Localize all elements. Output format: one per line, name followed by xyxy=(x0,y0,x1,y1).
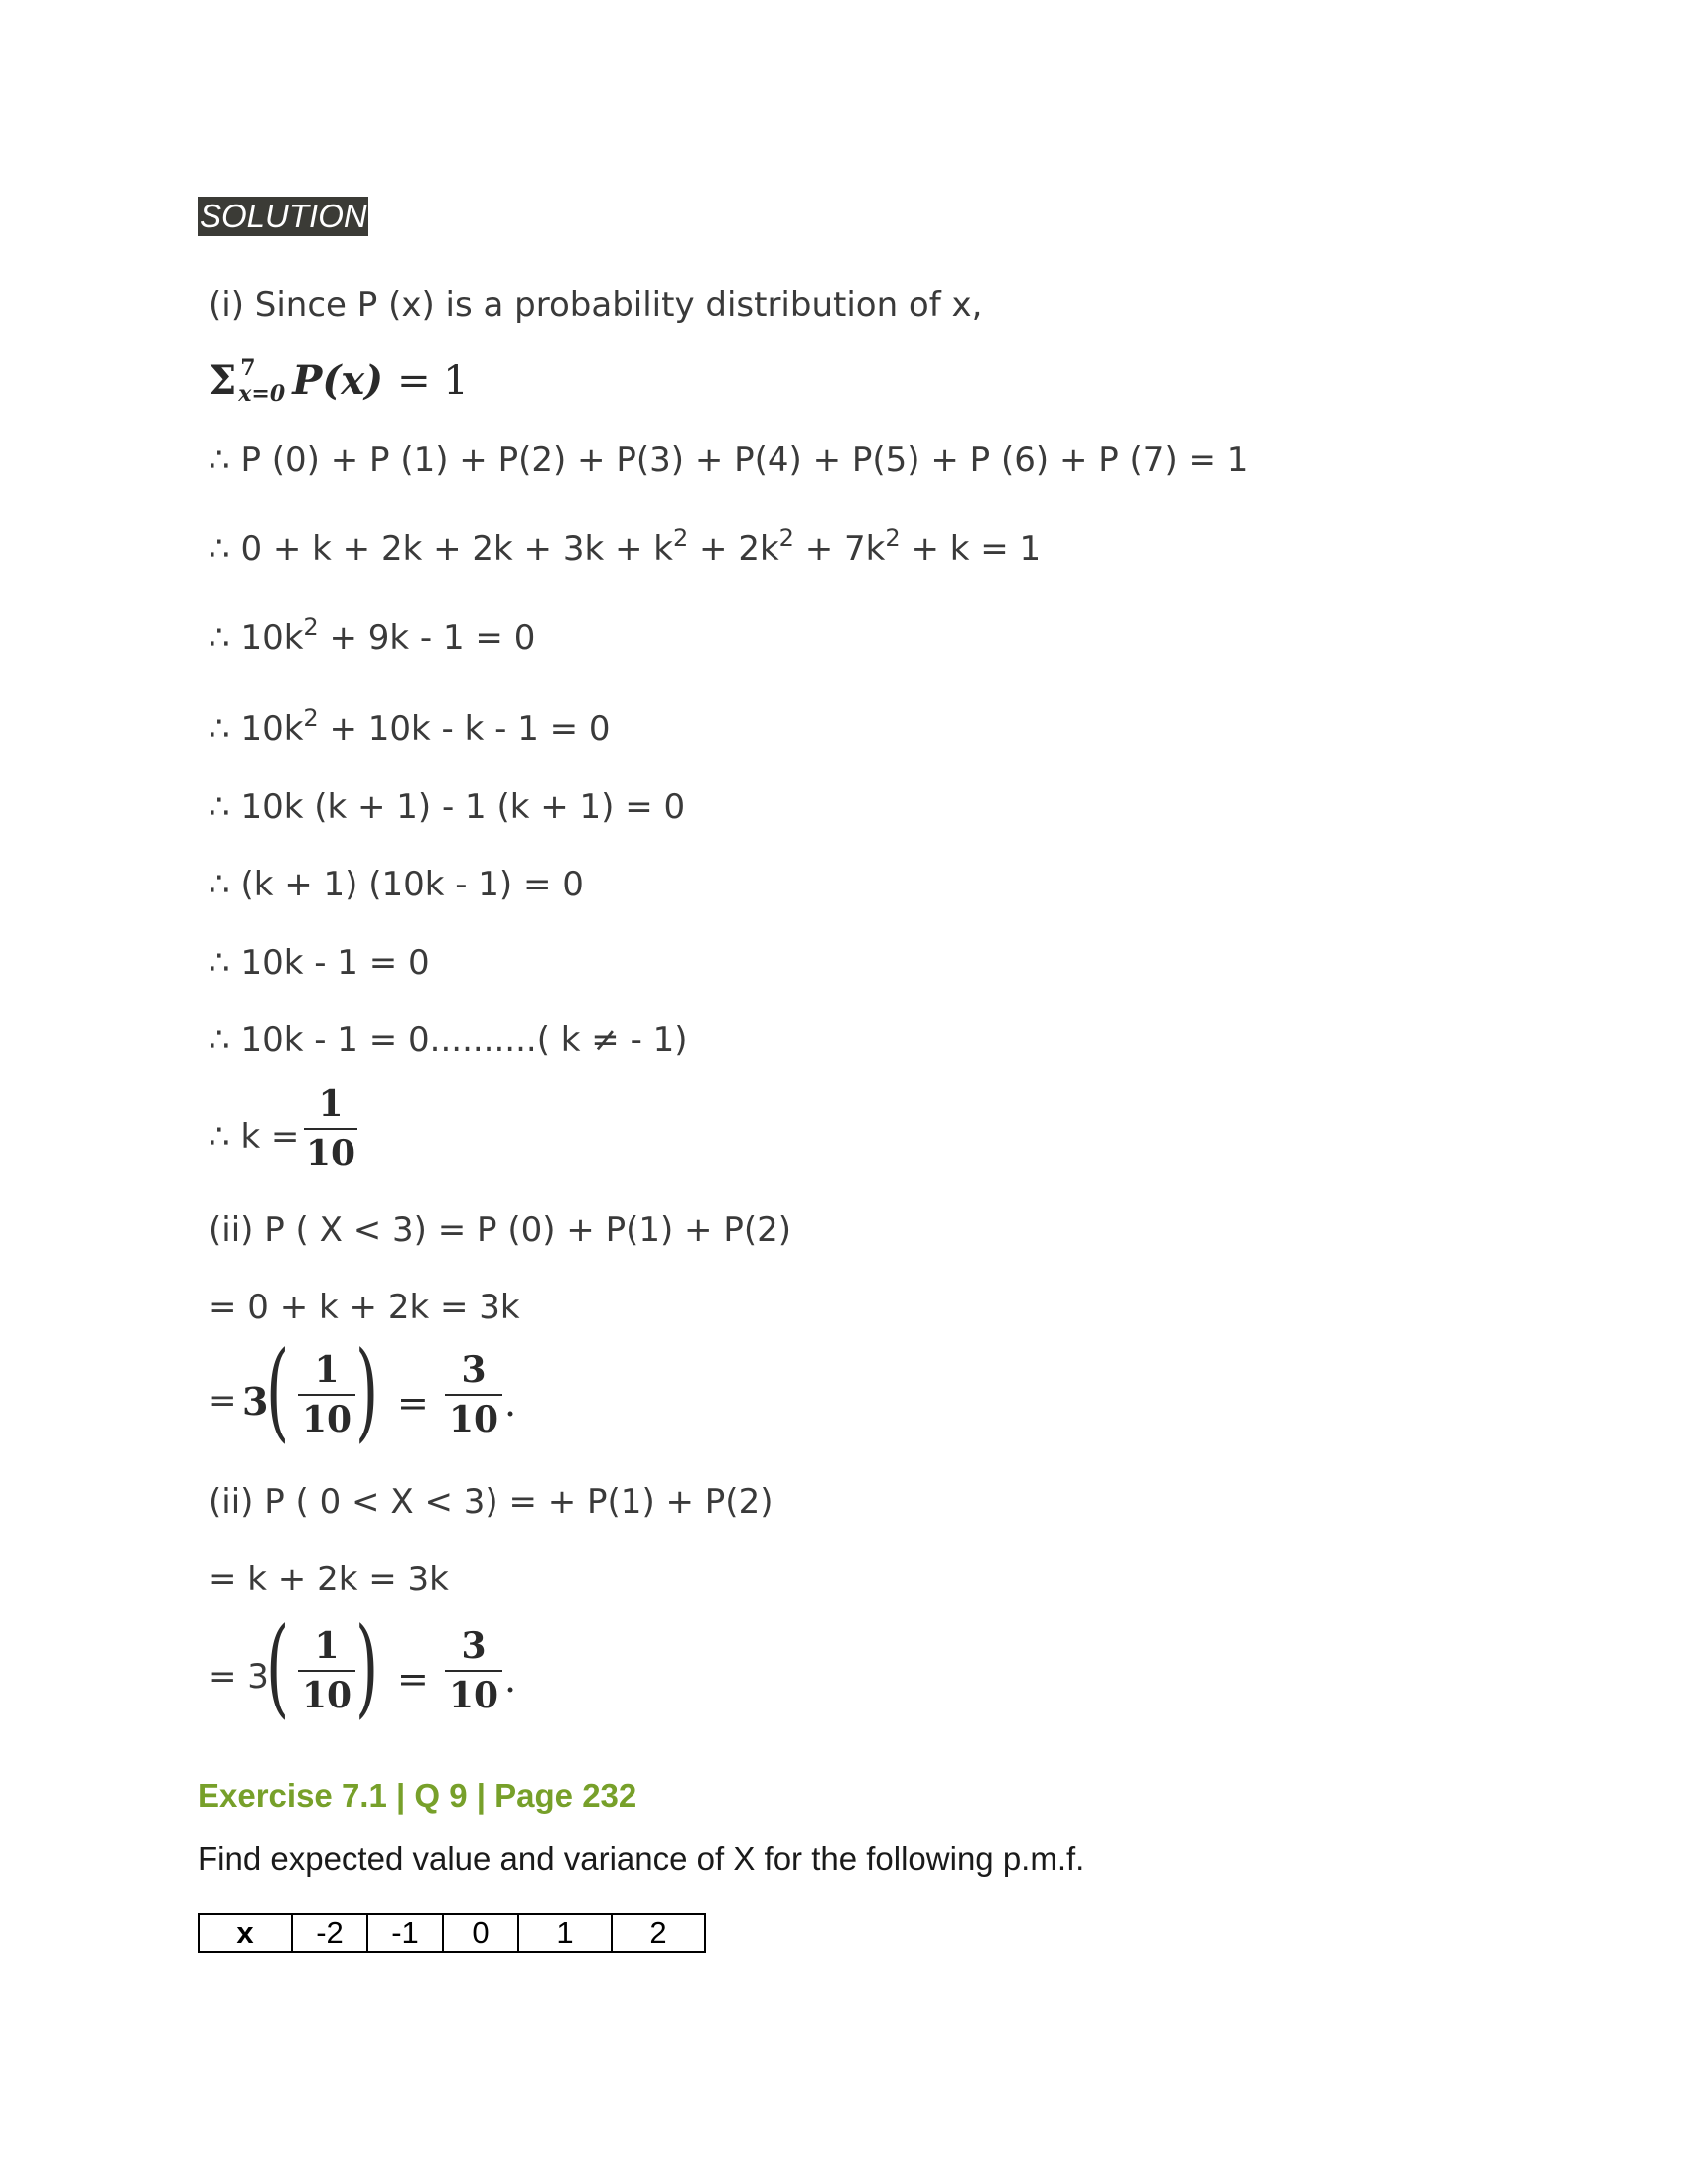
part-iii-result xyxy=(445,1624,502,1717)
step-3-part-b: + 9k - 1 = 0 xyxy=(318,618,536,658)
part-ii-equals-sign: = xyxy=(397,1381,429,1425)
part-iii-fraction xyxy=(298,1624,355,1717)
step-3-part-a: ∴ 10k xyxy=(209,618,304,658)
fraction-bar xyxy=(298,1394,355,1396)
part-ii-heading: (ii) P ( X < 3) = P (0) + P(1) + P(2) xyxy=(209,1210,792,1250)
step-3 xyxy=(209,614,536,658)
left-paren: ( xyxy=(266,1605,290,1729)
fraction-bar xyxy=(445,1670,502,1672)
part-ii-dot: . xyxy=(504,1381,517,1425)
table-cell: -2 xyxy=(292,1914,367,1952)
fraction-bar xyxy=(298,1670,355,1672)
exercise-title: Exercise 7.1 | Q 9 | Page 232 xyxy=(198,1777,637,1814)
step-1: ∴ P (0) + P (1) + P(2) + P(3) + P(4) + P(5) + P (6) + P (7) = 1 xyxy=(209,440,1249,479)
part-iii-result-numerator: 3 xyxy=(461,1625,487,1667)
table-row xyxy=(199,1914,705,1952)
exponent: 2 xyxy=(672,524,689,552)
fraction-bar xyxy=(304,1128,357,1130)
exponent: 2 xyxy=(303,614,319,641)
part-ii-result-denominator: 10 xyxy=(448,1399,499,1440)
exponent: 2 xyxy=(885,524,901,552)
table-cell: 2 xyxy=(612,1914,705,1952)
part-ii-equals: = xyxy=(209,1381,237,1421)
step-5: ∴ 10k (k + 1) - 1 (k + 1) = 0 xyxy=(209,787,686,827)
part-iii-dot: . xyxy=(504,1657,517,1701)
table-cell: -1 xyxy=(367,1914,443,1952)
k-fraction xyxy=(304,1082,357,1175)
sum-body: P(x) xyxy=(292,357,384,404)
part-iii-line-1: = k + 2k = 3k xyxy=(209,1560,449,1599)
k-numerator: 1 xyxy=(318,1083,344,1125)
step-8: ∴ 10k - 1 = 0..........( k ≠ - 1) xyxy=(209,1021,688,1060)
step-4 xyxy=(209,704,611,749)
right-paren: ) xyxy=(355,1329,379,1453)
step-4-part-b: + 10k - k - 1 = 0 xyxy=(318,709,611,749)
table-header-cell: x xyxy=(199,1914,292,1952)
sum-rhs: = 1 xyxy=(397,358,469,404)
step-2-part-c: + 7k xyxy=(793,529,886,569)
question-text: Find expected value and variance of X for the following p.m.f. xyxy=(198,1841,1085,1877)
left-paren: ( xyxy=(266,1329,290,1453)
part-iii-equals-sign: = xyxy=(397,1657,429,1701)
part-ii-result xyxy=(445,1348,502,1441)
part-iii-denominator: 10 xyxy=(301,1675,352,1716)
sum-limits xyxy=(236,355,292,407)
exponent: 2 xyxy=(303,704,319,732)
step-9-prefix: ∴ k = xyxy=(209,1117,300,1157)
step-2-part-b: + 2k xyxy=(688,529,779,569)
k-denominator: 10 xyxy=(305,1133,356,1174)
part-i-intro: (i) Since P (x) is a probability distribution of x, xyxy=(209,285,983,325)
part-ii-fraction xyxy=(298,1348,355,1441)
sum-lower-limit: x=0 xyxy=(238,381,286,407)
step-2 xyxy=(209,524,1042,569)
exponent: 2 xyxy=(778,524,794,552)
pmf-table xyxy=(198,1913,706,1953)
step-4-part-a: ∴ 10k xyxy=(209,709,304,749)
solution-label: SOLUTION xyxy=(200,198,367,234)
part-iii-heading: (ii) P ( 0 < X < 3) = + P(1) + P(2) xyxy=(209,1482,774,1522)
sum-equation xyxy=(209,355,483,407)
table-cell: 1 xyxy=(518,1914,612,1952)
right-paren: ) xyxy=(355,1605,379,1729)
sum-upper-limit: 7 xyxy=(240,355,256,381)
part-iii-equals: = 3 xyxy=(209,1657,269,1697)
part-ii-line-1: = 0 + k + 2k = 3k xyxy=(209,1288,520,1327)
part-ii-denominator: 10 xyxy=(301,1399,352,1440)
table-cell: 0 xyxy=(443,1914,518,1952)
part-iii-result-denominator: 10 xyxy=(448,1675,499,1716)
fraction-bar xyxy=(445,1394,502,1396)
sigma-symbol: Σ xyxy=(209,357,237,404)
step-2-part-a: ∴ 0 + k + 2k + 2k + 3k + k xyxy=(209,529,673,569)
step-7: ∴ 10k - 1 = 0 xyxy=(209,943,430,983)
part-ii-numerator: 1 xyxy=(314,1349,340,1391)
step-2-part-d: + k = 1 xyxy=(900,529,1042,569)
step-6: ∴ (k + 1) (10k - 1) = 0 xyxy=(209,865,584,904)
part-ii-coefficient: 3 xyxy=(242,1379,269,1424)
part-ii-result-numerator: 3 xyxy=(461,1349,487,1391)
part-iii-numerator: 1 xyxy=(314,1625,340,1667)
